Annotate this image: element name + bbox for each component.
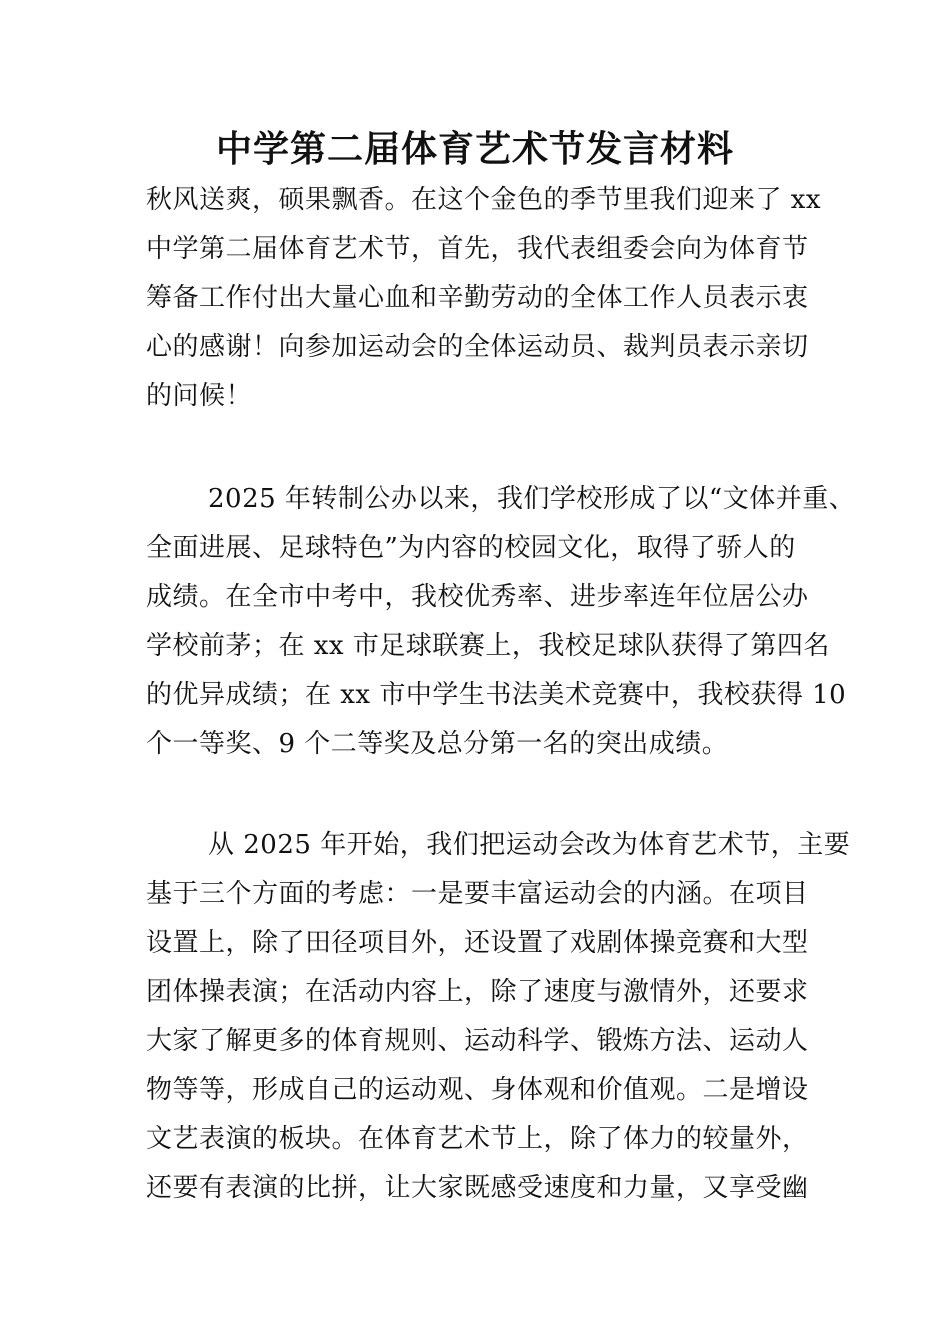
paragraph-2-line-1: 2025 年转制公办以来，我们学校形成了以“文体并重、	[208, 484, 856, 514]
paragraph-2-line-2: 全面进展、足球特色”为内容的校园文化，取得了骄人的	[146, 533, 796, 563]
paragraph-3-line-3: 设置上，除了田径项目外，还设置了戏剧体操竞赛和大型	[146, 928, 809, 958]
paragraph-3-line-7: 文艺表演的板块。在体育艺术节上，除了体力的较量外，	[146, 1124, 809, 1154]
paragraph-3-line-6: 物等等，形成自己的运动观、身体观和价值观。二是增设	[146, 1075, 809, 1105]
paragraph-3-line-8: 还要有表演的比拼，让大家既感受速度和力量，又享受幽	[146, 1173, 809, 1203]
paragraph-1-line-3: 筹备工作付出大量心血和辛勤劳动的全体工作人员表示衷	[146, 283, 809, 313]
document-title: 中学第二届体育艺术节发言材料	[215, 129, 734, 170]
paragraph-3-line-1: 从 2025 年开始，我们把运动会改为体育艺术节，主要	[208, 830, 851, 860]
paragraph-1-line-1: 秋风送爽，硕果飘香。在这个金色的季节里我们迎来了 xx	[146, 185, 822, 215]
paragraph-2-line-3: 成绩。在全市中考中，我校优秀率、进步率连年位居公办	[146, 582, 809, 612]
paragraph-2-line-6: 个一等奖、9 个二等奖及总分第一名的突出成绩。	[146, 729, 729, 759]
paragraph-1-line-4: 心的感谢！向参加运动会的全体运动员、裁判员表示亲切	[146, 332, 809, 362]
paragraph-1-line-2: 中学第二届体育艺术节，首先，我代表组委会向为体育节	[146, 234, 809, 264]
paragraph-2-line-5: 的优异成绩；在 xx 市中学生书法美术竞赛中，我校获得 10	[146, 680, 847, 710]
paragraph-3-line-2: 基于三个方面的考虑：一是要丰富运动会的内涵。在项目	[146, 879, 809, 909]
paragraph-1-line-5: 的问候！	[146, 381, 253, 411]
paragraph-2-line-4: 学校前茅；在 xx 市足球联赛上，我校足球队获得了第四名	[146, 631, 830, 661]
paragraph-3-line-5: 大家了解更多的体育规则、运动科学、锻炼方法、运动人	[146, 1026, 809, 1056]
paragraph-3-line-4: 团体操表演；在活动内容上，除了速度与激情外，还要求	[146, 977, 809, 1007]
